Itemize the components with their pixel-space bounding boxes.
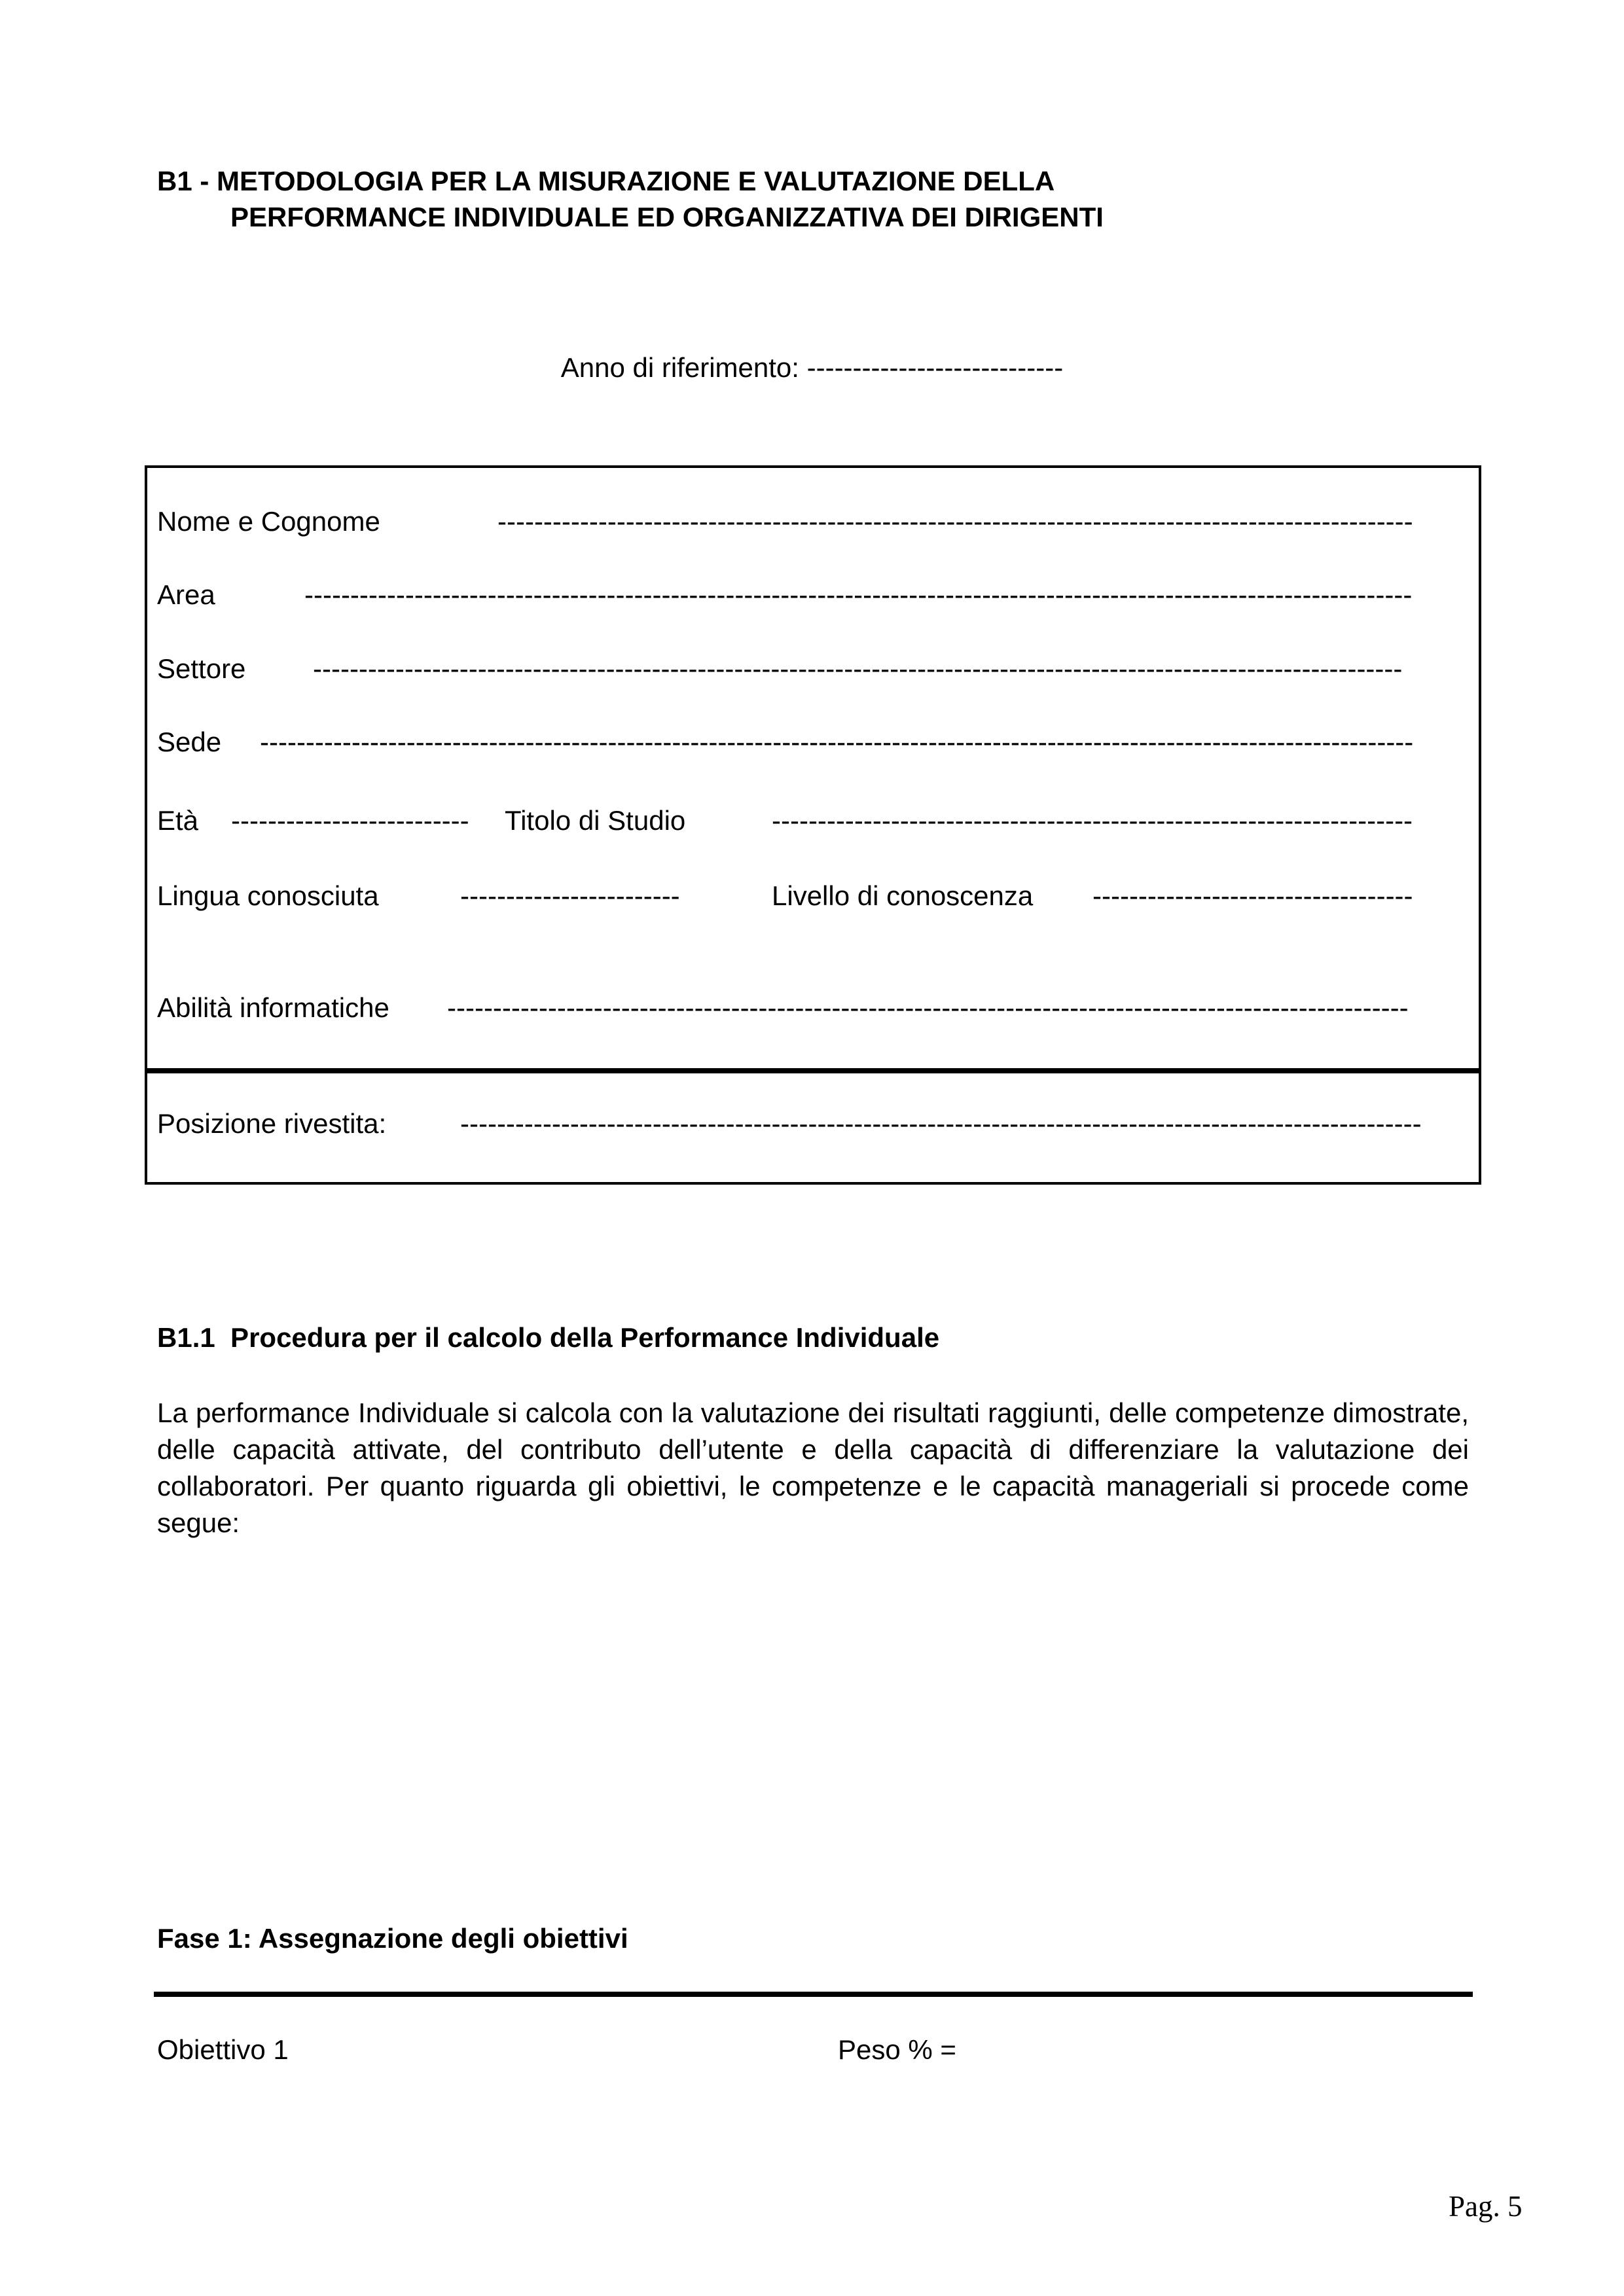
reference-year-blank: ---------------------------- [806,352,1064,383]
field-label-titolo-di-studio: Titolo di Studio [505,805,686,836]
field-blank-lingua-conosciuta: ------------------------ [460,880,680,911]
personal-info-box [145,465,1481,1071]
section-b11-heading: B1.1 Procedura per il calcolo della Performance Individuale [157,1322,940,1353]
section-b11-paragraph: La performance Individuale si calcola con la valutazione dei risultati raggiunti, delle competenze dimostrate, delle capacità attivate, del contributo dell’utente e della capacità di differenziare la valutazione dei collaboratori. Per quanto riguarda gli obiettivi, le competenze e le capacità manageriali si procede come segue: [157,1397,1469,1538]
reference-year-label: Anno di riferimento: [560,352,799,383]
field-blank-nome-cognome: ---------------------------------------------------------------------------------------------------- [497,506,1413,537]
field-label-settore: Settore [157,653,246,684]
reference-year-line [0,354,1624,382]
document-title-line2: PERFORMANCE INDIVIDUALE ED ORGANIZZATIVA DEI DIRIGENTI [230,202,1104,232]
field-label-posizione-rivestita: Posizione rivestita: [157,1108,387,1139]
field-blank-sede: ------------------------------------------------------------------------------------------------------------------------------ [260,726,1414,757]
field-blank-livello-di-conoscenza: ----------------------------------- [1092,880,1413,911]
field-label-abilita-informatiche: Abilità informatiche [157,992,389,1023]
field-label-area: Area [157,579,215,610]
field-blank-eta: -------------------------- [231,805,469,836]
field-blank-area: ------------------------------------------------------------------------------------------------------------------------- [304,579,1413,610]
document-title-line1: B1 - METODOLOGIA PER LA MISURAZIONE E VALUTAZIONE DELLA [157,166,1055,196]
field-label-lingua-conosciuta: Lingua conosciuta [157,880,379,911]
field-label-nome-cognome: Nome e Cognome [157,506,380,537]
field-label-eta: Età [157,805,199,836]
field-blank-posizione-rivestita: --------------------------------------------------------------------------------------------------------- [460,1108,1422,1139]
field-blank-titolo-di-studio: ---------------------------------------------------------------------- [772,805,1413,836]
fase1-heading: Fase 1: Assegnazione degli obiettivi [157,1923,628,1954]
page-number: Pag. 5 [1449,2190,1523,2223]
horizontal-rule [154,1992,1473,1997]
field-blank-settore: ----------------------------------------------------------------------------------------------------------------------- [313,653,1403,684]
field-label-sede: Sede [157,726,222,757]
field-blank-abilita-informatiche: --------------------------------------------------------------------------------------------------------- [447,992,1409,1023]
field-label-livello-di-conoscenza: Livello di conoscenza [772,880,1034,911]
weight-percent-label: Peso % = [838,2034,956,2065]
objective-1-label: Obiettivo 1 [157,2034,289,2065]
